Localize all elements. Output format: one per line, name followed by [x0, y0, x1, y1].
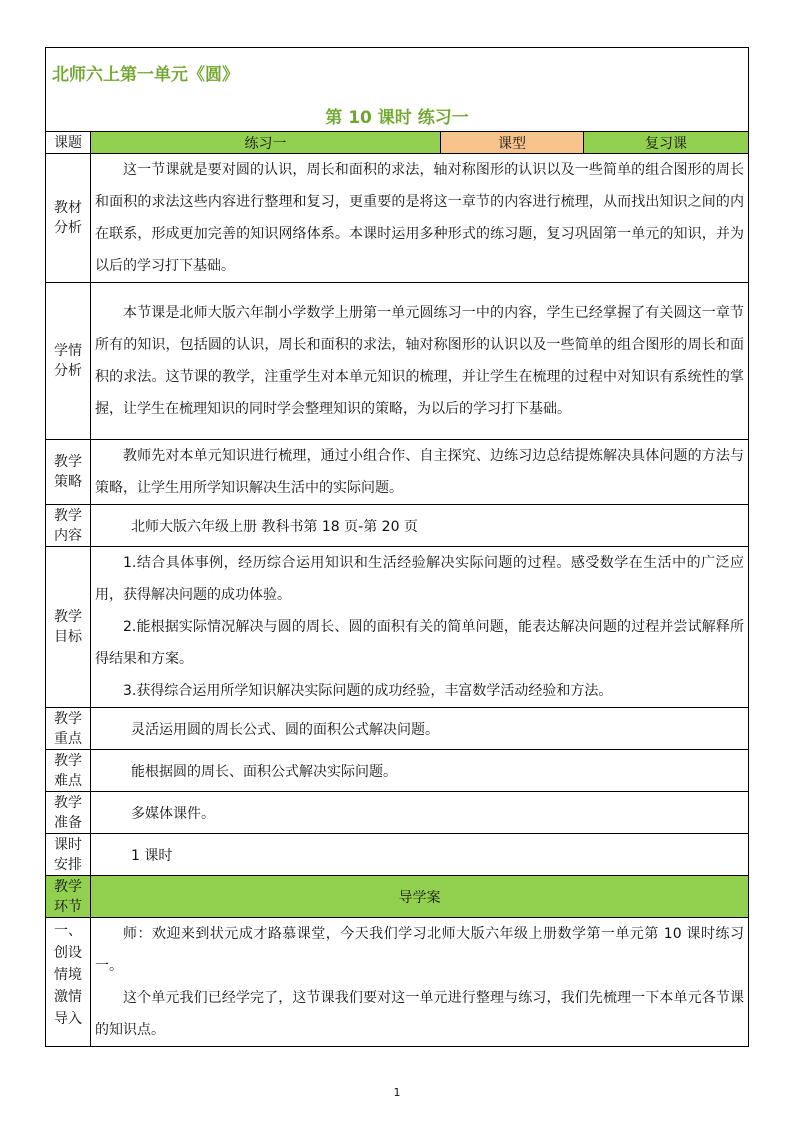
key-points-label-text: 教学重点: [54, 710, 82, 747]
process-text: 导学案: [398, 889, 441, 906]
goal-item: 3.获得综合运用所学知识解决实际问题的成功经验，丰富数学活动经验和方法。: [123, 683, 613, 699]
schedule-text: 1 课时: [131, 847, 173, 864]
schedule-cell: [91, 834, 749, 876]
students-cell: [91, 283, 749, 440]
material-text: 这一节课就是要对圆的认识，周长和面积的求法，轴对称图形的认识以及一些简单的组合图形的周长和面积的求法这些内容进行整理和复习，更重要的是将这一章节的内容进行梳理，从而找出知识之间的内在联系，形成更加完善的知识网络体系。本课时运用多种形式的练习题，复习巩固第一单元的知识，并为以后的学习打下基础。: [95, 162, 744, 274]
material-label: [46, 154, 91, 283]
process-label-text: 教学环节: [54, 878, 82, 915]
preparation-label: [46, 792, 91, 834]
material-cell: [91, 154, 749, 283]
content-label-text: 教学内容: [54, 507, 82, 544]
goal-item: 2.能根据实际情况解决与圆的周长、圆的面积有关的简单问题，能表达解决问题的过程并尝试解释所得结果和方案。: [95, 619, 744, 667]
difficulties-text: 能根据圆的周长、面积公式解决实际问题。: [131, 763, 397, 780]
difficulties-cell: [91, 750, 749, 792]
schedule-label-text: 课时安排: [54, 836, 82, 873]
material-label-text: 教材分析: [54, 200, 82, 236]
preparation-label-text: 教学准备: [54, 794, 82, 831]
strategy-text: 教师先对本单元知识进行梳理，通过小组合作、自主探究、边练习边总结提炼解决具体问题的方法与策略，让学生用所学知识解决生活中的实际问题。: [95, 448, 744, 496]
lesson-plan-table: [45, 47, 749, 1047]
process-label: [46, 876, 91, 918]
series-title: 北师六上第一单元《圆》: [52, 65, 239, 85]
strategy-label: [46, 440, 91, 505]
type-value: 复习课: [584, 132, 749, 154]
process-cell: [91, 876, 749, 918]
key-points-cell: [91, 708, 749, 750]
intro-label-text: 一、创设情境激情导入: [54, 923, 82, 1027]
topic-value: 练习一: [91, 132, 441, 154]
content-text: 北师大版六年级上册 教科书第 18 页-第 20 页: [131, 518, 418, 535]
intro-cell: [91, 918, 749, 1047]
difficulties-label: [46, 750, 91, 792]
students-label-text: 学情分析: [54, 343, 82, 379]
goals-label-text: 教学目标: [54, 609, 82, 645]
type-label: 课型: [441, 132, 584, 154]
intro-paragraph: 这个单元我们已经学完了，这节课我们要对这一单元进行整理与练习，我们先梳理一下本单元各节课的知识点。: [95, 990, 744, 1038]
content-cell: [91, 505, 749, 547]
goals-label: [46, 547, 91, 708]
lesson-plan: [45, 47, 748, 1047]
students-text: 本节课是北师大版六年制小学数学上册第一单元圆练习一中的内容，学生已经掌握了有关圆这一章节所有的知识，包括圆的认识，周长和面积的求法，轴对称图形的认识以及一些简单的组合图形的周长和面积的求法。这节课的教学，注重学生对本单元知识的梳理，并让学生在梳理的过程中对知识有系统性的掌握，让学生在梳理知识的同时学会整理知识的策略，为以后的学习打下基础。: [95, 305, 744, 417]
preparation-cell: [91, 792, 749, 834]
content-label: [46, 505, 91, 547]
goals-cell: [91, 547, 749, 708]
lesson-title: 第 10 课时 练习一: [325, 108, 469, 128]
difficulties-label-text: 教学难点: [54, 752, 82, 789]
strategy-cell: [91, 440, 749, 505]
preparation-text: 多媒体课件。: [131, 805, 215, 822]
key-points-label: [46, 708, 91, 750]
title-cell: [46, 48, 749, 132]
schedule-label: [46, 834, 91, 876]
strategy-label-text: 教学策略: [54, 454, 82, 490]
goal-item: 1.结合具体事例，经历综合运用知识和生活经验解决实际问题的过程。感受数学在生活中的广泛应用，获得解决问题的成功体验。: [95, 555, 744, 603]
students-label: [46, 283, 91, 440]
intro-label: [46, 918, 91, 1047]
key-points-text: 灵活运用圆的周长公式、圆的面积公式解决问题。: [131, 721, 439, 738]
topic-label: 课题: [46, 132, 91, 154]
page-number: 1: [393, 1086, 401, 1099]
intro-paragraph: 师：欢迎来到状元成才路慕课堂，今天我们学习北师大版六年级上册数学第一单元第 10 课时练习一。: [95, 926, 744, 974]
